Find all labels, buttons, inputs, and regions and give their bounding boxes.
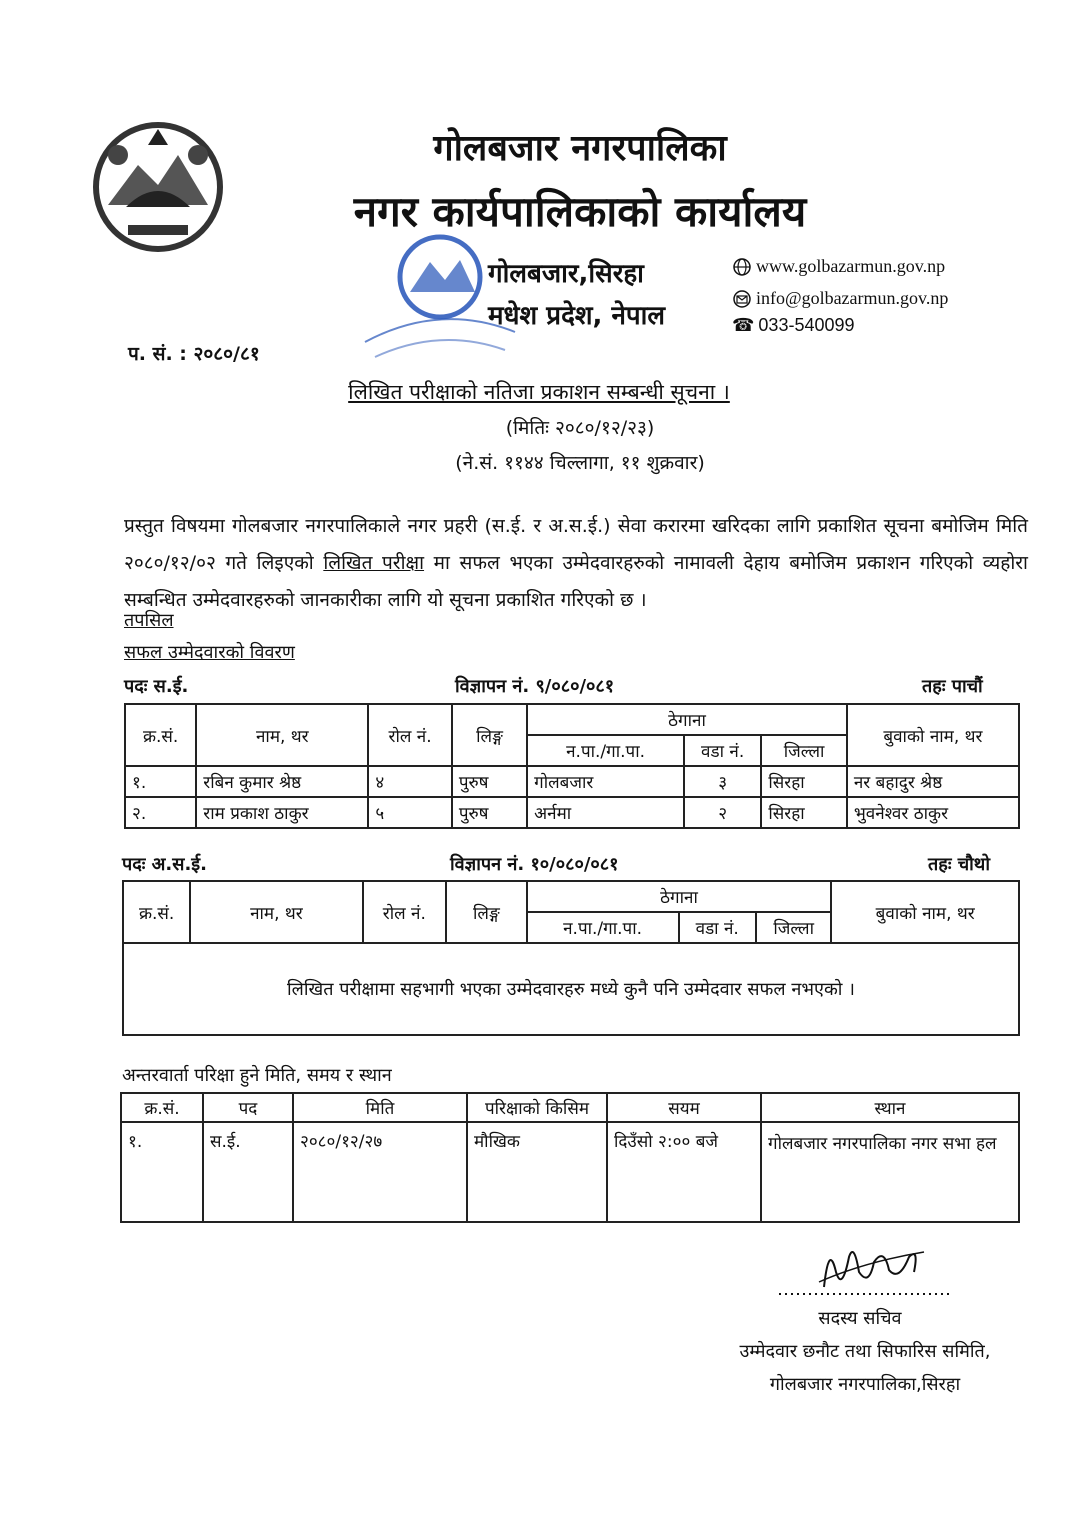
no-success-message: लिखित परीक्षामा सहभागी भएका उम्मेदवारहरु मध्ये कुनै पनि उम्मेदवार सफल नभएको । xyxy=(123,943,1019,1035)
cell-municipality: गोलबजार xyxy=(527,766,684,797)
phone-number: 033-540099 xyxy=(758,315,855,335)
cell-sn: २. xyxy=(125,797,196,828)
cell-ward: २ xyxy=(684,797,761,828)
col-ward: वडा नं. xyxy=(679,912,756,943)
interview-heading: अन्तरवार्ता परिक्षा हुने मिति, समय र स्थान xyxy=(122,1065,392,1086)
interview-schedule-table xyxy=(120,1092,1020,1223)
asi-results-table xyxy=(122,880,1020,1036)
notice-ns-date: (ने.सं. ११४४ चिल्लागा, ११ शुक्रवार) xyxy=(455,452,705,474)
cell-father: भुवनेश्वर ठाकुर xyxy=(847,797,1019,828)
cell-post: स.ई. xyxy=(203,1122,293,1222)
body-text-post: मा सफल भएका उम्मेदवारहरुको नामावली देहाय बमोजिम प्रकाशन गरिएको व्यहोरा सम्बन्धित उम्मेदवारहरुको जानकारीका लागि यो सूचना प्रकाशित गरिएको छ । xyxy=(124,552,1028,611)
col-venue: स्थान xyxy=(761,1093,1019,1122)
table-row xyxy=(125,797,1019,828)
col-date: मिति xyxy=(293,1093,467,1122)
email-link[interactable]: info@golbazarmun.gov.np xyxy=(756,288,949,308)
cell-district: सिरहा xyxy=(761,766,847,797)
table-row xyxy=(121,1122,1019,1222)
col-address: ठेगाना xyxy=(527,881,832,912)
address-province: मधेश प्रदेश, नेपाल xyxy=(488,301,666,331)
body-text-underlined: लिखित परीक्षा xyxy=(323,552,425,574)
advert-number-asi: विज्ञापन नं. १०/०८०/०८१ xyxy=(450,854,619,875)
notice-body xyxy=(124,508,1028,619)
nepal-emblem-icon xyxy=(78,115,238,255)
col-district: जिल्ला xyxy=(756,912,831,943)
notice-date: (मितिः २०८०/१२/२३) xyxy=(505,417,655,439)
phone-contact xyxy=(732,315,855,336)
signatory-office: गोलबजार नगरपालिका,सिरहा xyxy=(769,1374,961,1395)
post-label-asi: पदः अ.स.ई. xyxy=(122,854,207,875)
col-municipality: न.पा./गा.पा. xyxy=(527,735,684,766)
col-father: बुवाको नाम, थर xyxy=(847,704,1019,766)
table-row xyxy=(125,766,1019,797)
municipality-name: गोलबजार नगरपालिका xyxy=(433,128,727,169)
cell-district: सिरहा xyxy=(761,797,847,828)
email-contact[interactable] xyxy=(732,288,948,309)
col-sn: क्र.सं. xyxy=(123,881,190,943)
cell-municipality: अर्नमा xyxy=(527,797,684,828)
signature-icon xyxy=(774,1232,954,1302)
cell-name: रबिन कुमार श्रेष्ठ xyxy=(196,766,368,797)
cell-sn: १. xyxy=(125,766,196,797)
cell-sn: १. xyxy=(121,1122,203,1222)
col-roll: रोल नं. xyxy=(363,881,447,943)
col-time: सयम xyxy=(607,1093,761,1122)
col-father: बुवाको नाम, थर xyxy=(831,881,1019,943)
col-sn: क्र.सं. xyxy=(125,704,196,766)
signatory-committee: उम्मेदवार छनौट तथा सिफारिस समिति, xyxy=(739,1341,991,1362)
email-icon xyxy=(732,289,752,309)
website-contact[interactable] xyxy=(732,256,945,277)
col-gender: लिङ्ग xyxy=(446,881,527,943)
cell-ward: ३ xyxy=(684,766,761,797)
col-sn: क्र.सं. xyxy=(121,1093,203,1122)
post-label-si: पदः स.ई. xyxy=(124,676,189,697)
cell-father: नर बहादुर श्रेष्ठ xyxy=(847,766,1019,797)
cell-date: २०८०/१२/२७ xyxy=(293,1122,467,1222)
cell-time: दिउँसो २:०० बजे xyxy=(607,1122,761,1222)
level-si: तहः पाचौं xyxy=(922,676,983,697)
col-address: ठेगाना xyxy=(527,704,847,735)
col-roll: रोल नं. xyxy=(368,704,451,766)
table-header-row xyxy=(123,881,1019,912)
col-ward: वडा नं. xyxy=(684,735,761,766)
website-link[interactable]: www.golbazarmun.gov.np xyxy=(756,256,946,276)
globe-icon xyxy=(732,257,752,277)
table-header-row xyxy=(121,1093,1019,1122)
cell-gender: पुरुष xyxy=(452,797,527,828)
body-text-pre: प्रस्तुत विषयमा गोलबजार नगरपालिकाले नगर प्रहरी (स.ई. र अ.स.ई.) सेवा करारमा खरिदका लागि प्रकाशित सूचना बमोजिम मिति २०८०/१२/०२ गते लिइएको xyxy=(124,515,1028,574)
address-city: गोलबजार,सिरहा xyxy=(488,259,644,289)
col-municipality: न.पा./गा.पा. xyxy=(527,912,679,943)
col-exam-type: परिक्षाको किसिम xyxy=(467,1093,607,1122)
si-results-table xyxy=(124,703,1020,829)
cell-roll: ४ xyxy=(368,766,451,797)
office-name: नगर कार्यपालिकाको कार्यालय xyxy=(353,187,807,236)
table-header-row xyxy=(125,704,1019,735)
advert-number-si: विज्ञापन नं. ९/०८०/०८१ xyxy=(455,676,615,697)
cell-exam-type: मौखिक xyxy=(467,1122,607,1222)
level-asi: तहः चौथो xyxy=(928,854,990,875)
cell-roll: ५ xyxy=(368,797,451,828)
phone-icon: ☎ xyxy=(732,315,755,335)
col-name: नाम, थर xyxy=(196,704,368,766)
table-row xyxy=(123,943,1019,1035)
col-district: जिल्ला xyxy=(761,735,847,766)
col-gender: लिङ्ग xyxy=(452,704,527,766)
col-name: नाम, थर xyxy=(190,881,362,943)
tapsil-heading: तपसिल xyxy=(124,610,174,631)
reference-number: प. सं. : २०८०/८१ xyxy=(128,343,260,365)
notice-subject: लिखित परीक्षाको नतिजा प्रकाशन सम्बन्धी सूचना । xyxy=(348,380,730,404)
cell-gender: पुरुष xyxy=(452,766,527,797)
successful-candidates-heading: सफल उम्मेदवारको विवरण xyxy=(124,642,295,663)
cell-name: राम प्रकाश ठाकुर xyxy=(196,797,368,828)
signatory-title: सदस्य सचिव xyxy=(818,1308,902,1329)
cell-venue: गोलबजार नगरपालिका नगर सभा हल xyxy=(761,1122,1019,1222)
col-post: पद xyxy=(203,1093,293,1122)
